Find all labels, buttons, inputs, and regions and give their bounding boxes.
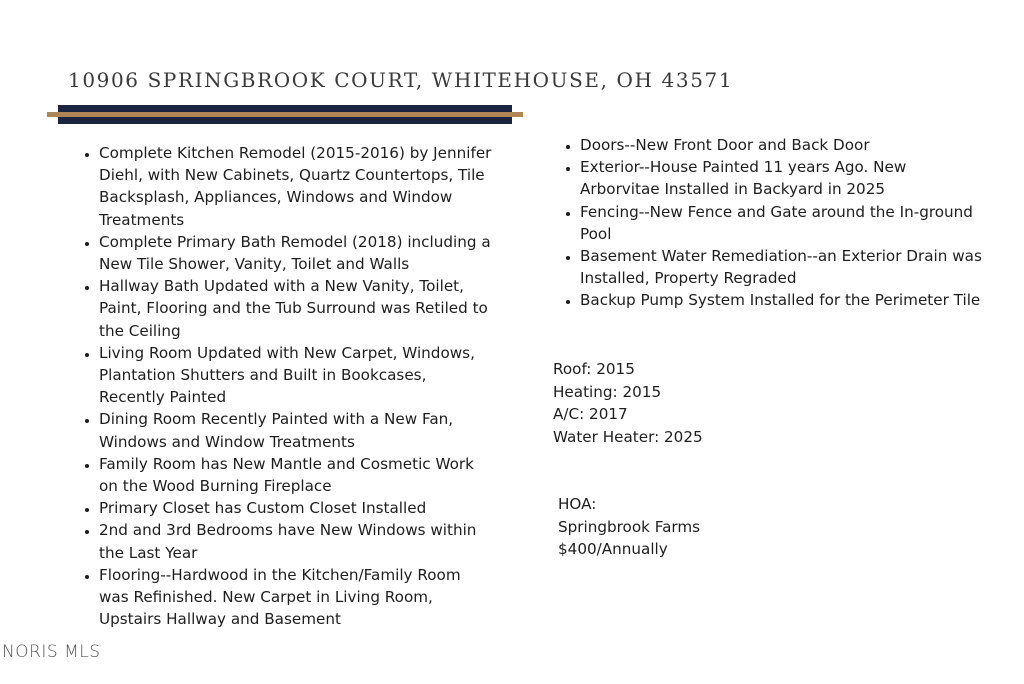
features-left-column bbox=[82, 142, 494, 630]
spec-heating: Heating: 2015 bbox=[553, 382, 662, 401]
list-item-primary-closet: • Primary Closet has Custom Closet Installed bbox=[99, 497, 494, 519]
list-item-backup-pump: • Backup Pump System Installed for the Perimeter Tile bbox=[580, 289, 983, 311]
hoa-label: HOA: bbox=[558, 495, 597, 513]
mls-watermark: NORIS MLS bbox=[2, 642, 101, 662]
system-ages bbox=[553, 358, 703, 448]
list-item-fencing: • Fencing--New Fence and Gate around the In-ground Pool bbox=[580, 201, 983, 245]
list-item-exterior: • Exterior--House Painted 11 years Ago. New Arborvitae Installed in Backyard in 2025 bbox=[580, 156, 983, 200]
list-item-family-room: • Family Room has New Mantle and Cosmetic Work on the Wood Burning Fireplace bbox=[99, 453, 494, 497]
list-item-basement-water: • Basement Water Remediation--an Exterior Drain was Installed, Property Regraded bbox=[580, 245, 983, 289]
hoa-info bbox=[558, 493, 700, 561]
features-right-list bbox=[563, 134, 983, 312]
list-item-kitchen: • Complete Kitchen Remodel (2015-2016) by Jennifer Diehl, with New Cabinets, Quartz Countertops, Tile Backsplash, Appliances, Windows and Window Treatments bbox=[99, 142, 494, 231]
hoa-fee: $400/Annually bbox=[558, 540, 668, 559]
hoa-name: Springbrook Farms bbox=[558, 517, 701, 536]
list-item-living-room: • Living Room Updated with New Carpet, Windows, Plantation Shutters and Built in Bookcases, Recently Painted bbox=[99, 342, 494, 409]
features-left-list bbox=[82, 142, 494, 630]
spec-roof: Roof: 2015 bbox=[553, 360, 635, 378]
list-item-bedrooms: • 2nd and 3rd Bedrooms have New Windows within the Last Year bbox=[99, 519, 494, 563]
spec-water-heater: Water Heater: 2025 bbox=[553, 427, 703, 446]
header-gold-bar bbox=[47, 112, 523, 117]
features-right-column bbox=[563, 134, 983, 312]
list-item-doors: • Doors--New Front Door and Back Door bbox=[580, 134, 983, 156]
list-item-hallway-bath: • Hallway Bath Updated with a New Vanity, Toilet, Paint, Flooring and the Tub Surround was Retiled to the Ceiling bbox=[99, 275, 494, 342]
page-title: 10906 SPRINGBROOK COURT, WHITEHOUSE, OH 43571 bbox=[68, 68, 734, 92]
list-item-primary-bath: • Complete Primary Bath Remodel (2018) including a New Tile Shower, Vanity, Toilet and Walls bbox=[99, 231, 494, 275]
list-item-dining-room: • Dining Room Recently Painted with a New Fan, Windows and Window Treatments bbox=[99, 408, 494, 452]
spec-ac: A/C: 2017 bbox=[553, 405, 628, 424]
list-item-flooring: • Flooring--Hardwood in the Kitchen/Family Room was Refinished. New Carpet in Living Room, Upstairs Hallway and Basement bbox=[99, 564, 494, 631]
